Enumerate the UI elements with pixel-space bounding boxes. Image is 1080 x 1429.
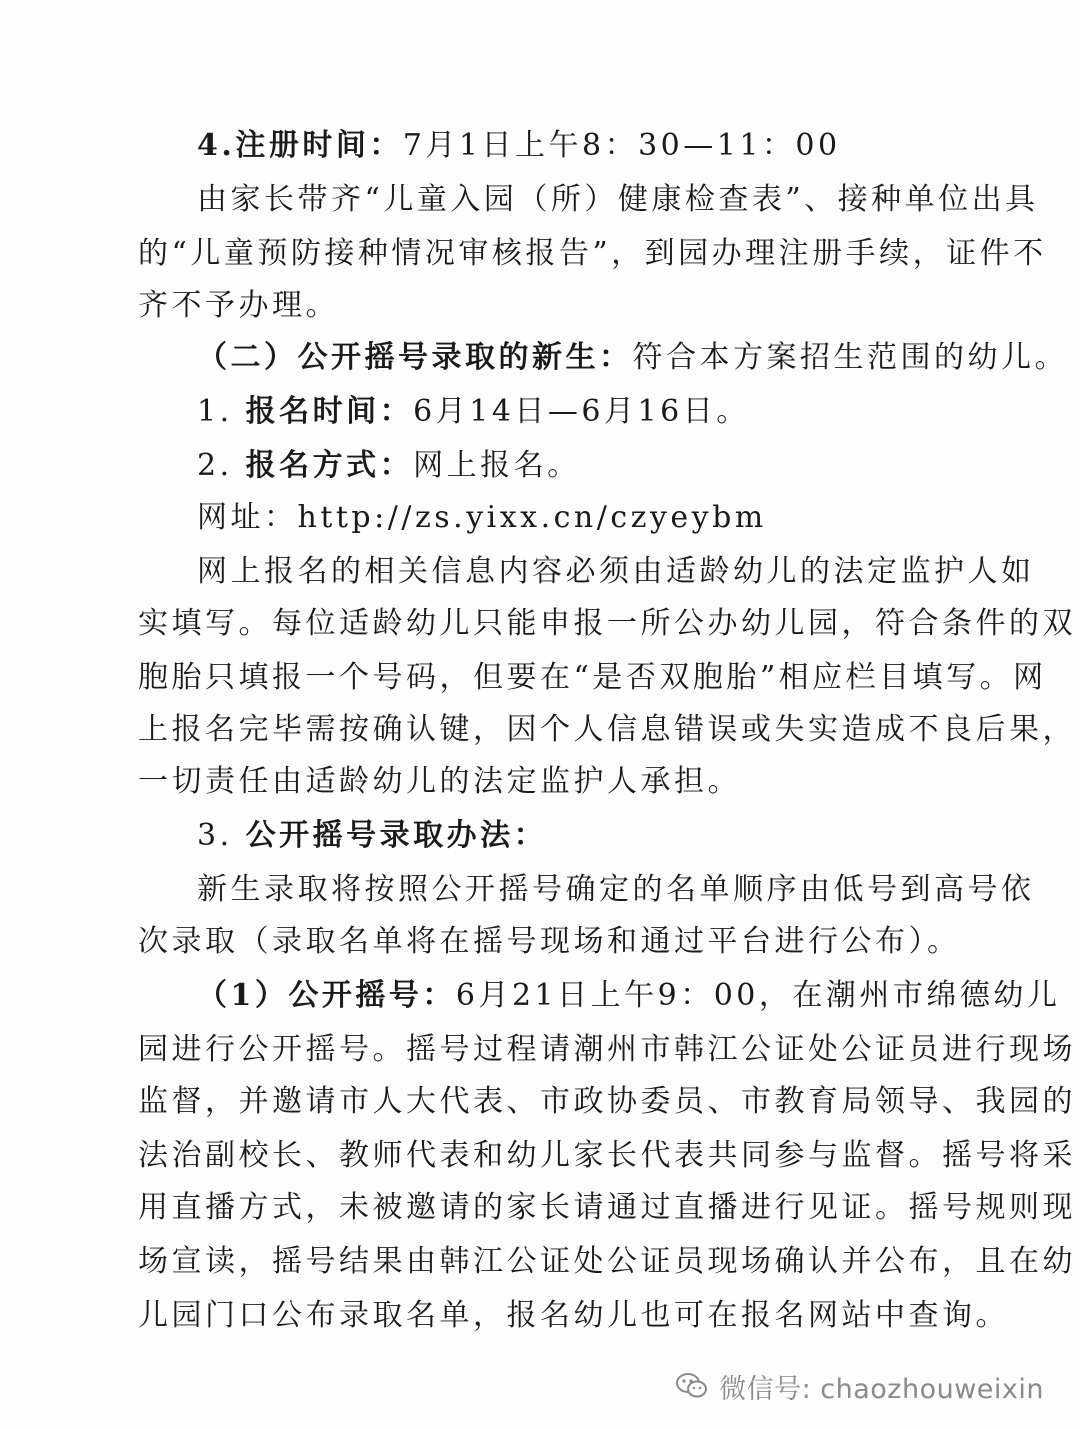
paragraph-line: 齐不予办理。 (138, 288, 339, 323)
watermark-text: 微信号: chaozhouweixin (719, 1373, 1044, 1405)
signup-time-value: 6月14日—6月16日。 (413, 394, 750, 429)
item-number: 2. (197, 448, 246, 483)
paragraph-line: 上报名完毕需按确认键，因个人信息错误或失实造成不良后果， (138, 712, 1076, 747)
lottery-method-heading (197, 816, 957, 856)
lottery-method-label: 公开摇号录取办法： (245, 818, 548, 853)
paragraph-line: 次录取（录取名单将在摇号现场和通过平台进行公布）。 (138, 924, 961, 959)
section-heading: （二）公开摇号录取的新生： (197, 340, 633, 375)
paragraph-line: 儿园门口公布录取名单，报名幼儿也可在报名网站中查询。 (138, 1298, 1009, 1333)
paragraph-line: 一切责任由适龄幼儿的法定监护人承担。 (138, 764, 741, 799)
registration-time-label: 4.注册时间： (197, 128, 403, 163)
registration-time-value: 7月1日上午8：30—11：00 (402, 128, 841, 163)
section-heading-text: 符合本方案招生范围的幼儿。 (632, 340, 1068, 375)
signup-time-line (197, 392, 957, 432)
signup-method-line (197, 446, 957, 486)
registration-time-line (197, 126, 957, 166)
paragraph-line: 胞胎只填报一个号码，但要在“是否双胞胎”相应栏目填写。网 (138, 660, 1047, 695)
wechat-watermark (675, 1366, 1044, 1406)
section-heading-line (197, 338, 1068, 378)
item-number: 3. (197, 818, 246, 853)
paragraph-line: 法治副校长、教师代表和幼儿家长代表共同参与监督。摇号将采 (138, 1138, 1076, 1173)
paragraph-line: 新生录取将按照公开摇号确定的名单顺序由低号到高号依 (197, 872, 1035, 907)
public-lottery-label: （1）公开摇号： (197, 978, 456, 1013)
paragraph-line: 的“儿童预防接种情况审核报告”，到园办理注册手续，证件不 (138, 236, 1047, 271)
paragraph-line: 实填写。每位适龄幼儿只能申报一所公办幼儿园，符合条件的双 (138, 606, 1076, 641)
public-lottery-text: 6月21日上午9：00，在潮州市绵德幼儿 (455, 978, 1061, 1013)
paragraph-line: 园进行公开摇号。摇号过程请潮州市韩江公证处公证员进行现场 (138, 1032, 1076, 1067)
wechat-icon (675, 1371, 709, 1401)
item-number: 1. (197, 394, 246, 429)
signup-time-label: 报名时间： (245, 394, 414, 429)
website-url-line: 网址：http://zs.yixx.cn/czyeybm (197, 500, 767, 535)
signup-method-label: 报名方式： (245, 448, 414, 483)
paragraph-line: 监督，并邀请市人大代表、市政协委员、市教育局领导、我园的 (138, 1084, 1076, 1119)
paragraph-line: 用直播方式，未被邀请的家长请通过直播进行见证。摇号规则现 (138, 1190, 1076, 1225)
signup-method-value: 网上报名。 (413, 448, 581, 483)
paragraph-line: 由家长带齐“儿童入园（所）健康检查表”、接种单位出具 (197, 182, 1039, 217)
public-lottery-line (197, 976, 1061, 1016)
paragraph-line: 网上报名的相关信息内容必须由适龄幼儿的法定监护人如 (197, 554, 1035, 589)
paragraph-line: 场宣读，摇号结果由韩江公证处公证员现场确认并公布，且在幼 (138, 1244, 1076, 1279)
